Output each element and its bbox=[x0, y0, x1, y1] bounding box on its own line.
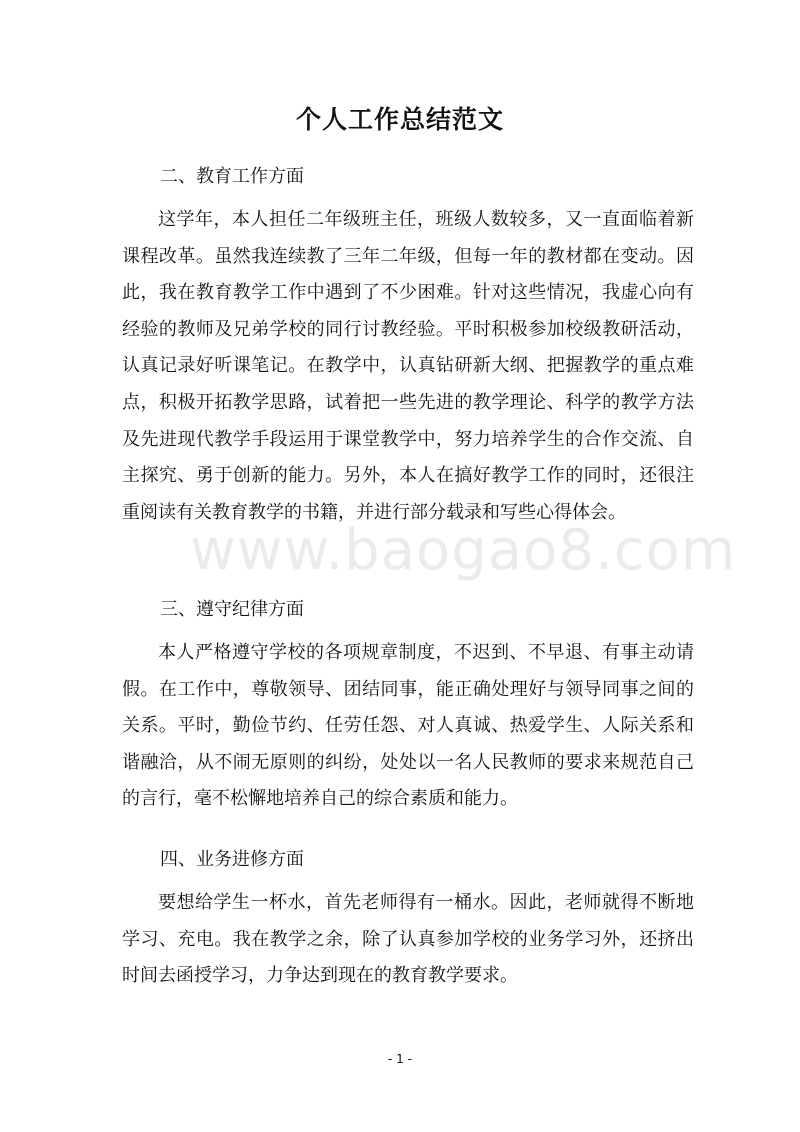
section-heading: 三、遵守纪律方面 bbox=[160, 599, 304, 620]
watermark: www.baogao8.com bbox=[190, 518, 737, 583]
document-title: 个人工作总结范文 bbox=[295, 105, 504, 134]
section-heading: 二、教育工作方面 bbox=[160, 166, 304, 187]
section-paragraph: 要想给学生一杯水，首先老师得有一桶水。因此，老师就得不断地学习、充电。我在教学之余，除了认真参加学校的业务学习外，还挤出时间去函授学习，力争达到现在的教育教学要求。 bbox=[122, 892, 694, 987]
section-paragraph: 本人严格遵守学校的各项规章制度，不迟到、不早退、有事主动请假。在工作中，尊敬领导、团结同事，能正确处理好与领导同事之间的关系。平时，勤俭节约、任劳任怨、对人真诚、热爱学生、人际关系和谐融洽，从不闹无原则的纠纷，处处以一名人民教师的要求来规范自己的言行，毫不松懈地培养自己的综合素质和能力。 bbox=[122, 642, 694, 810]
section-heading: 四、业务进修方面 bbox=[160, 849, 304, 870]
section-paragraph: 这学年，本人担任二年级班主任，班级人数较多，又一直面临着新课程改革。虽然我连续教了三年二年级，但每一年的教材都在变动。因此，我在教育教学工作中遇到了不少困难。针对这些情况，我虚心向有经验的教师及兄弟学校的同行讨教经验。平时积极参加校级教研活动，认真记录好听课笔记。在教学中，认真钻研新大纲、把握教学的重点难点，积极开拓教学思路，试着把一些先进的教学理论、科学的教学方法及先进现代教学手段运用于课堂教学中，努力培养学生的合作交流、自主探究、勇于创新的能力。另外，本人在搞好教学工作的同时，还很注重阅读有关教育教学的书籍，并进行部分载录和写些心得体会。 bbox=[122, 209, 694, 523]
page-number: - 1 - bbox=[388, 1052, 412, 1066]
